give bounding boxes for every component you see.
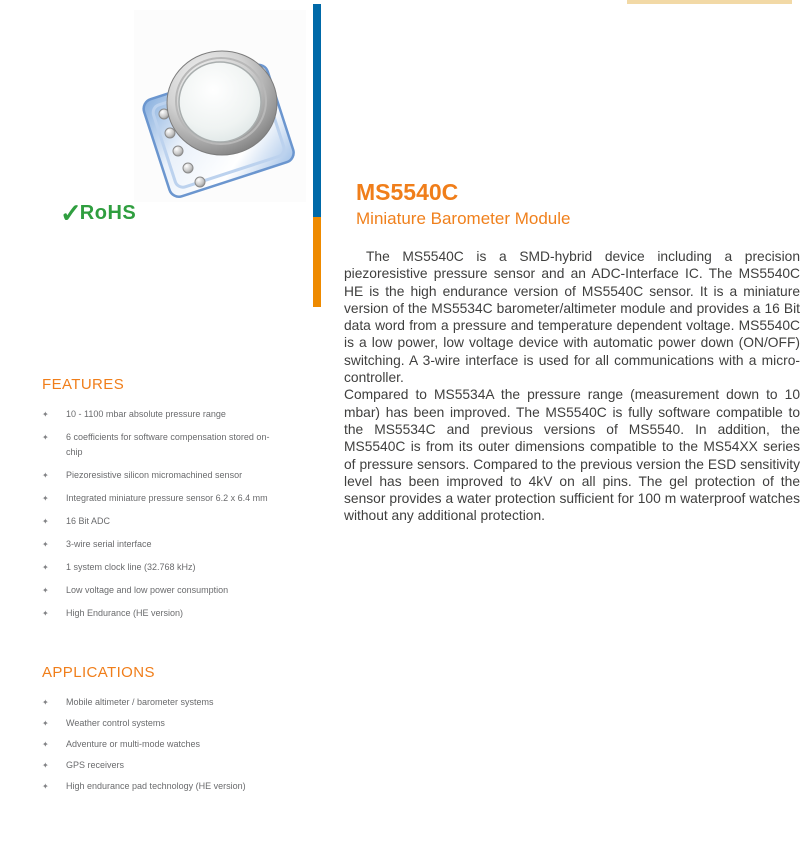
feature-item-label: 3-wire serial interface <box>66 539 152 549</box>
application-item <box>42 716 277 731</box>
product-photo <box>134 10 306 202</box>
feature-item-label: 10 - 1100 mbar absolute pressure range <box>66 409 226 419</box>
applications-section <box>42 664 312 800</box>
page-title: MS5540C <box>356 179 459 205</box>
bullet-icon: ✦ <box>42 433 49 442</box>
feature-item <box>42 430 277 460</box>
applications-heading: APPLICATIONS <box>42 664 155 681</box>
bullet-icon: ✦ <box>42 563 49 572</box>
bullet-icon: ✦ <box>42 410 49 419</box>
divider-bar-blue <box>313 4 321 217</box>
bullet-icon: ✦ <box>42 517 49 526</box>
application-item-label: Weather control systems <box>66 718 165 728</box>
feature-item <box>42 537 277 552</box>
bullet-icon: ✦ <box>42 761 49 770</box>
features-heading: FEATURES <box>42 376 125 393</box>
bullet-icon: ✦ <box>42 740 49 749</box>
feature-item-label: High Endurance (HE version) <box>66 608 184 618</box>
bullet-icon: ✦ <box>42 471 49 480</box>
bullet-icon: ✦ <box>42 719 49 728</box>
applications-list <box>42 695 277 794</box>
feature-item-label: 1 system clock line (32.768 kHz) <box>66 562 196 572</box>
features-section <box>42 376 302 629</box>
product-description <box>344 248 800 525</box>
bullet-icon: ✦ <box>42 698 49 707</box>
rohs-label: RoHS <box>79 201 137 224</box>
feature-item-label: Integrated miniature pressure sensor 6.2 x 6.4 mm <box>66 493 268 503</box>
application-item <box>42 779 277 794</box>
bullet-icon: ✦ <box>42 609 49 618</box>
rohs-check-icon: ✓ <box>60 198 82 228</box>
sensor-photo-illustration <box>134 10 306 202</box>
bullet-icon: ✦ <box>42 782 49 791</box>
rohs-badge <box>60 196 136 230</box>
page-subtitle: Miniature Barometer Module <box>356 209 571 228</box>
features-list <box>42 407 277 621</box>
main-content <box>344 0 800 525</box>
bullet-icon: ✦ <box>42 586 49 595</box>
bullet-icon: ✦ <box>42 494 49 503</box>
feature-item <box>42 583 277 598</box>
application-item-label: GPS receivers <box>66 760 125 770</box>
application-item <box>42 695 277 710</box>
application-item-label: Mobile altimeter / barometer systems <box>66 697 214 707</box>
description-paragraph-1: The MS5540C is a SMD-hybrid device including a precision piezoresistive pressure sensor and an ADC-Interface IC. The MS5540C HE is the high endurance version of MS5540C sensor. It is a miniature version of the MS5534C barometer/altimeter module and provides a 16 Bit data word from a pressure and temperature dependent voltage. MS5540C is a low power, low voltage device with automatic power down (ON/OFF) switching. A 3-wire interface is used for all communications with a micro-controller. <box>344 249 800 386</box>
feature-item <box>42 407 277 422</box>
feature-item <box>42 560 277 575</box>
divider-bar-orange <box>313 217 321 307</box>
feature-item-label: Piezoresistive silicon micromachined sensor <box>66 470 243 480</box>
feature-item-label: 6 coefficients for software compensation stored on-chip <box>66 432 270 457</box>
feature-item <box>42 606 277 621</box>
application-item <box>42 758 277 773</box>
bullet-icon: ✦ <box>42 540 49 549</box>
feature-item-label: 16 Bit ADC <box>66 516 111 526</box>
feature-item <box>42 468 277 483</box>
feature-item <box>42 491 277 506</box>
feature-item <box>42 514 277 529</box>
description-paragraph-2: Compared to MS5534A the pressure range (measurement down to 10 mbar) has been improved. The MS5540C is fully software compatible to the MS5534C and previous versions of MS5540. In addition, the MS5540C is from its outer dimensions compatible to the MS54XX series of pressure sensors. Compared to the previous version the ESD sensitivity level has been improved to 4kV on all pins. The gel protection of the sensor provides a water protection sufficient for 100 m waterproof watches without any additional protection. <box>344 387 800 524</box>
application-item-label: High endurance pad technology (HE version) <box>66 781 246 791</box>
application-item-label: Adventure or multi-mode watches <box>66 739 201 749</box>
divider-bar <box>313 4 321 307</box>
application-item <box>42 737 277 752</box>
feature-item-label: Low voltage and low power consumption <box>66 585 229 595</box>
